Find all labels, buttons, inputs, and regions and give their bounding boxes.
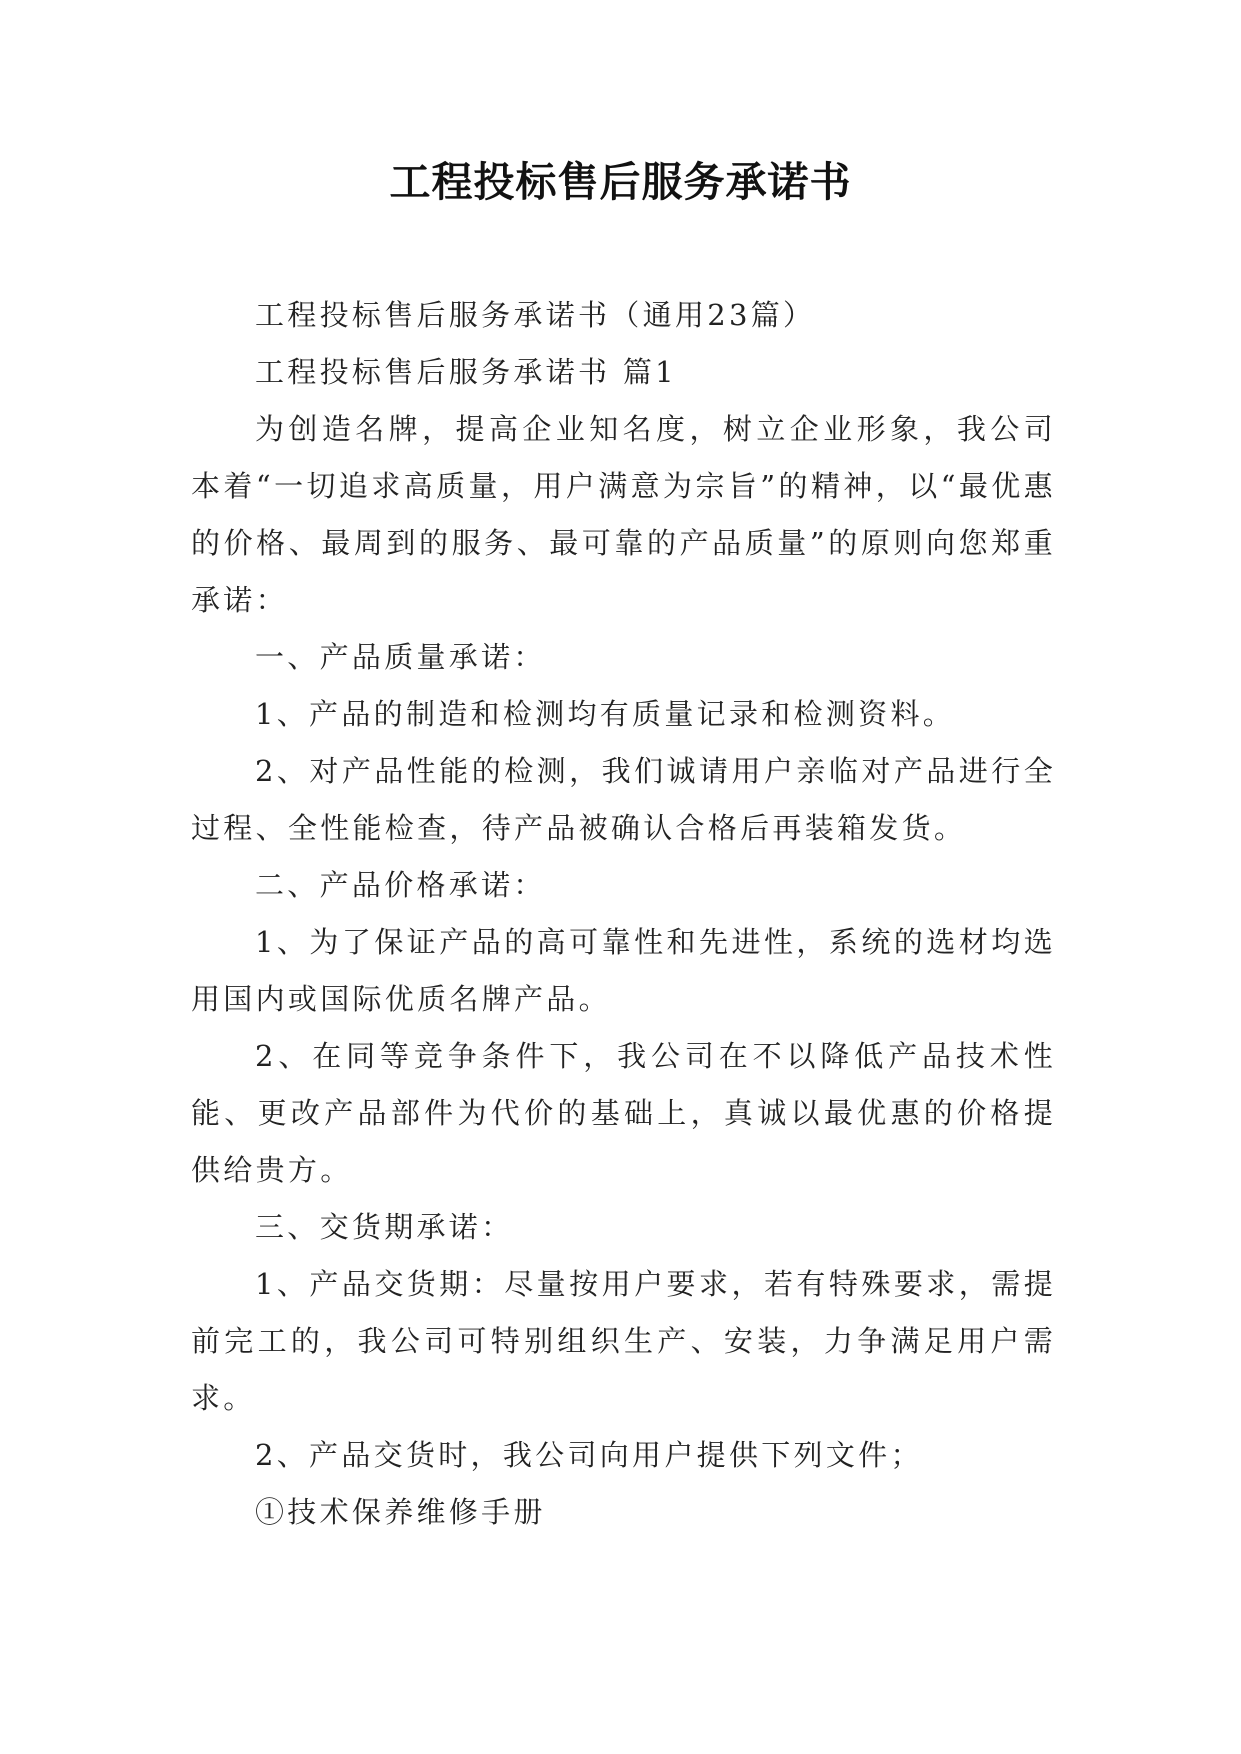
paragraph-quality-2: 2、对产品性能的检测，我们诚请用户亲临对产品进行全过程、全性能检查，待产品被确认合格后再装箱发货。: [191, 754, 1056, 845]
document-body: [191, 287, 1056, 1541]
paragraph-delivery-heading: 三、交货期承诺：: [255, 1210, 514, 1244]
paragraph-delivery-doc-1: ①技术保养维修手册: [255, 1495, 546, 1529]
paragraph-delivery-1: 1、产品交货期：尽量按用户要求，若有特殊要求，需提前完工的，我公司可特别组织生产、安装，力争满足用户需求。: [191, 1267, 1056, 1415]
paragraph-price-2: 2、在同等竞争条件下，我公司在不以降低产品技术性能、更改产品部件为代价的基础上，真诚以最优惠的价格提供给贵方。: [191, 1039, 1056, 1187]
paragraph-quality-heading: 一、产品质量承诺：: [255, 640, 546, 674]
paragraph-quality-1: 1、产品的制造和检测均有质量记录和检测资料。: [255, 697, 956, 731]
document-title: 工程投标售后服务承诺书: [389, 158, 852, 206]
paragraph-price-heading: 二、产品价格承诺：: [255, 868, 546, 902]
paragraph-price-1: 1、为了保证产品的高可靠性和先进性，系统的选材均选用国内或国际优质名牌产品。: [191, 925, 1056, 1016]
paragraph-intro: 为创造名牌，提高企业知名度，树立企业形象，我公司本着“一切追求高质量，用户满意为宗旨”的精神，以“最优惠的价格、最周到的服务、最可靠的产品质量”的原则向您郑重承诺：: [191, 412, 1056, 617]
paragraph-subtitle: 工程投标售后服务承诺书（通用23篇）: [255, 298, 816, 332]
paragraph-delivery-2: 2、产品交货时，我公司向用户提供下列文件；: [255, 1438, 923, 1472]
paragraph-section-heading: 工程投标售后服务承诺书 篇1: [255, 355, 677, 389]
